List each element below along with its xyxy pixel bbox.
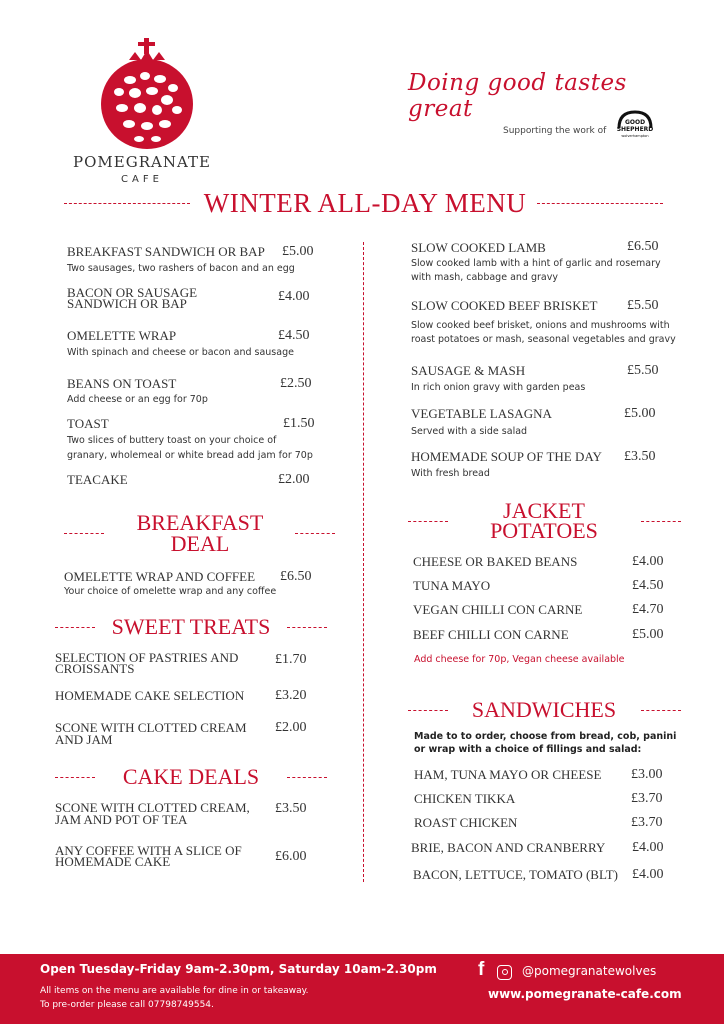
item-name: BRIE, BACON AND CRANBERRY <box>411 840 606 855</box>
item-price: £4.00 <box>632 840 664 855</box>
item-price: £3.70 <box>631 815 663 830</box>
item-price: £3.70 <box>631 791 663 806</box>
item-name: CHEESE OR BAKED BEANS <box>413 554 578 569</box>
item-name: VEGAN CHILLI CON CARNE <box>413 602 583 617</box>
item-price: £1.50 <box>283 416 315 431</box>
item-price: £4.00 <box>278 289 310 304</box>
item-price: £5.00 <box>624 406 656 421</box>
item-price: £5.50 <box>627 363 659 378</box>
jacket-potatoes-title: JACKET <box>503 498 585 523</box>
item-price: £2.00 <box>278 472 310 487</box>
partner-line2: SHEPHERD <box>616 126 654 133</box>
section-rule-left <box>55 777 95 778</box>
item-desc: With fresh bread <box>411 468 490 479</box>
menu-title: WINTER ALL-DAY MENU <box>203 188 527 218</box>
item-desc: Slow cooked lamb with a hint of garlic and rosemary <box>411 258 661 269</box>
title-rule-right <box>537 203 663 204</box>
footer-note <box>40 984 309 1012</box>
item-desc: Two sausages, two rashers of bacon and an egg <box>67 263 295 274</box>
item-name: SAUSAGE & MASH <box>411 363 526 378</box>
item-price: £4.50 <box>278 328 310 343</box>
item-price: £4.00 <box>632 867 664 882</box>
jacket-note: Add cheese for 70p, Vegan cheese available <box>414 654 625 665</box>
sandwiches-note: Made to to order, choose from bread, cob, panini <box>414 731 677 742</box>
item-price: £6.00 <box>275 849 307 864</box>
item-name: BREAKFAST SANDWICH OR BAP <box>67 244 265 259</box>
item-name: OMELETTE WRAP <box>67 328 177 343</box>
item-name: TOAST <box>67 416 109 431</box>
website-link[interactable]: www.pomegranate-cafe.com <box>488 987 682 1001</box>
item-name: ANY COFFEE WITH A SLICE OF <box>55 843 242 858</box>
social-handle-link[interactable]: @pomegranatewolves <box>522 964 657 978</box>
item-price: £3.00 <box>631 767 663 782</box>
section-rule-right <box>641 710 681 711</box>
item-name: SLOW COOKED LAMB <box>411 240 546 255</box>
tagline: Doing good tastes great <box>408 70 627 122</box>
column-divider <box>363 242 364 882</box>
item-name: SLOW COOKED BEEF BRISKET <box>411 298 598 313</box>
item-name-line2: HOMEMADE CAKE <box>55 854 171 869</box>
jacket-potatoes-title-line2: POTATOES <box>490 518 598 543</box>
item-price: £6.50 <box>280 569 312 584</box>
cake-deals-title: CAKE DEALS <box>122 764 260 789</box>
item-desc: With spinach and cheese or bacon and sausage <box>67 347 294 358</box>
item-name: SCONE WITH CLOTTED CREAM, <box>55 800 250 815</box>
item-name: BEANS ON TOAST <box>67 376 177 391</box>
item-price: £6.50 <box>627 239 659 254</box>
item-price: £3.50 <box>275 801 307 816</box>
opening-hours: Open Tuesday-Friday 9am-2.30pm, Saturday 10am-2.30pm <box>40 962 437 976</box>
item-name-line2: AND JAM <box>55 732 113 747</box>
section-rule-left <box>408 521 448 522</box>
sweet-treats-title: SWEET TREATS <box>111 614 271 639</box>
brand-sub: CAFE <box>121 174 163 185</box>
title-rule-left <box>64 203 190 204</box>
sandwiches-note-line2: or wrap with a choice of fillings and salad: <box>414 744 642 755</box>
item-name: HAM, TUNA MAYO OR CHEESE <box>414 767 602 782</box>
item-price: £5.00 <box>632 627 664 642</box>
item-desc: Served with a side salad <box>411 426 528 437</box>
partner-line3: wolverhampton <box>621 134 649 138</box>
item-name: VEGETABLE LASAGNA <box>411 406 552 421</box>
section-rule-left <box>64 533 104 534</box>
partner-line1: GOOD <box>624 119 646 126</box>
item-price: £5.00 <box>282 244 314 259</box>
item-desc: Add cheese or an egg for 70p <box>67 394 208 405</box>
item-price: £1.70 <box>275 652 307 667</box>
item-name: SELECTION OF PASTRIES AND <box>55 650 239 665</box>
brand-name: POMEGRANATE <box>73 153 211 171</box>
item-price: £4.70 <box>632 602 664 617</box>
item-name: OMELETTE WRAP AND COFFEE <box>64 569 256 584</box>
item-name-line2: CROISSANTS <box>55 661 135 676</box>
item-price: £4.50 <box>632 578 664 593</box>
breakfast-deal-title: BREAKFAST <box>136 510 264 535</box>
item-desc-line2: roast potatoes or mash, seasonal vegetables and gravy <box>411 334 676 345</box>
footer-note-line1: All items on the menu are available for dine in or takeaway. <box>40 986 309 996</box>
item-price: £4.00 <box>632 554 664 569</box>
good-shepherd-logo-icon <box>613 110 657 140</box>
item-desc: Your choice of omelette wrap and any coffee <box>64 586 277 597</box>
section-rule-right <box>287 627 327 628</box>
item-name: CHICKEN TIKKA <box>414 791 516 806</box>
item-name: ROAST CHICKEN <box>414 815 518 830</box>
breakfast-deal-title-line2: DEAL <box>170 531 230 556</box>
section-rule-right <box>641 521 681 522</box>
item-desc: Two slices of buttery toast on your choice of <box>67 435 277 446</box>
item-name-line2: JAM AND POT OF TEA <box>55 812 188 827</box>
item-price: £2.00 <box>275 720 307 735</box>
item-desc-line2: with mash, cabbage and gravy <box>411 272 558 283</box>
item-price: £2.50 <box>280 376 312 391</box>
item-price: £5.50 <box>627 298 659 313</box>
item-name: TUNA MAYO <box>413 578 491 593</box>
item-name: BACON OR SAUSAGE <box>67 285 198 300</box>
item-name: BEEF CHILLI CON CARNE <box>413 627 569 642</box>
item-desc: In rich onion gravy with garden peas <box>411 382 586 393</box>
section-rule-right <box>295 533 335 534</box>
support-text: Supporting the work of <box>503 126 607 136</box>
pomegranate-logo-icon <box>97 38 197 156</box>
section-rule-right <box>287 777 327 778</box>
footer-note-line2: To pre-order please call 07798749554. <box>40 1000 214 1010</box>
sandwiches-title: SANDWICHES <box>471 697 617 722</box>
item-price: £3.20 <box>275 688 307 703</box>
item-desc: Slow cooked beef brisket, onions and mushrooms with <box>411 320 670 331</box>
item-name: SCONE WITH CLOTTED CREAM <box>55 720 247 735</box>
facebook-icon[interactable]: f <box>478 959 485 980</box>
instagram-icon[interactable] <box>497 965 512 980</box>
item-name: TEACAKE <box>67 472 128 487</box>
item-name-line2: SANDWICH OR BAP <box>67 296 187 311</box>
section-rule-left <box>408 710 448 711</box>
item-name: HOMEMADE CAKE SELECTION <box>55 688 245 703</box>
section-rule-left <box>55 627 95 628</box>
item-desc-line2: granary, wholemeal or white bread add jam for 70p <box>67 450 313 461</box>
item-name: HOMEMADE SOUP OF THE DAY <box>411 449 602 464</box>
item-name: BACON, LETTUCE, TOMATO (BLT) <box>413 867 618 882</box>
item-price: £3.50 <box>624 449 656 464</box>
